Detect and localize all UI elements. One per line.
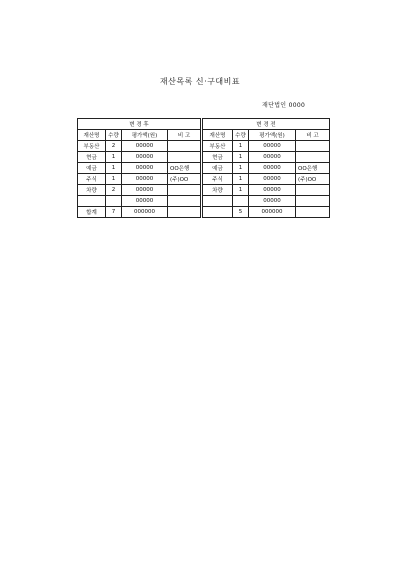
table-cell: 1 [233,163,249,174]
after-column-header-row [78,130,201,141]
table-cell: 부동산 [203,141,233,152]
document-title: 재산목록 신·구대비표 [159,77,241,86]
table-cell [203,207,233,218]
table-cell: 2 [106,141,122,152]
table-cell [296,196,330,207]
table-cell [168,185,201,196]
table-row [78,152,201,163]
table-cell: 5 [233,207,249,218]
table-cell: 00000 [249,174,296,185]
table-cell: 2 [106,185,122,196]
table-cell: 부동산 [78,141,106,152]
table-cell: (주)OO [296,174,330,185]
table-row [78,163,201,174]
table-cell: 예금 [78,163,106,174]
table-cell: 00000 [249,163,296,174]
table-cell [106,196,122,207]
table-row [203,163,330,174]
column-header: 평가액(원) [249,130,296,141]
table-row [78,174,201,185]
table-cell: 합계 [78,207,106,218]
after-heading: 변 경 후 [78,119,201,130]
table-cell: (주)OO [168,174,201,185]
table-cell: 7 [106,207,122,218]
table-cell: 차량 [78,185,106,196]
table-row [78,207,201,218]
table-cell [233,196,249,207]
table-cell: 1 [233,152,249,163]
table-row [78,141,201,152]
table-cell [296,141,330,152]
column-header: 재산명 [78,130,106,141]
table-cell: 000000 [122,207,168,218]
column-header: 평가액(원) [122,130,168,141]
table-cell: OO은행 [296,163,330,174]
column-header: 비 고 [168,130,201,141]
table-row [203,174,330,185]
table-cell: 00000 [122,141,168,152]
before-change-table [202,118,330,218]
table-cell: 1 [106,174,122,185]
table-cell: 예금 [203,163,233,174]
after-heading-row [78,119,201,130]
table-cell: 00000 [249,152,296,163]
table-cell: 00000 [122,163,168,174]
table-cell: 00000 [122,174,168,185]
before-heading: 변 경 전 [203,119,330,130]
table-cell [78,196,106,207]
table-cell: 00000 [249,141,296,152]
table-cell: OO은행 [168,163,201,174]
table-cell [296,185,330,196]
table-cell: 현금 [78,152,106,163]
table-row [203,152,330,163]
before-column-header-row [203,130,330,141]
table-cell: 주식 [203,174,233,185]
table-cell [168,152,201,163]
table-cell: 1 [106,163,122,174]
table-row [203,207,330,218]
table-row [78,196,201,207]
table-row [78,185,201,196]
table-cell: 1 [233,174,249,185]
table-cell: 1 [233,141,249,152]
corporation-name: 재단법인 0000 [262,102,306,109]
table-row [203,185,330,196]
column-header: 비 고 [296,130,330,141]
table-cell [203,196,233,207]
column-header: 수량 [233,130,249,141]
table-cell: 00000 [249,196,296,207]
column-header: 재산명 [203,130,233,141]
table-cell [296,152,330,163]
table-cell [168,207,201,218]
table-row [203,141,330,152]
table-cell: 000000 [249,207,296,218]
table-cell [296,207,330,218]
table-cell [168,196,201,207]
table-cell: 00000 [122,152,168,163]
table-row [203,196,330,207]
table-cell: 주식 [78,174,106,185]
table-cell: 차량 [203,185,233,196]
table-cell: 1 [233,185,249,196]
table-cell [168,141,201,152]
table-cell: 1 [106,152,122,163]
table-cell: 00000 [122,185,168,196]
column-header: 수량 [106,130,122,141]
table-cell: 00000 [122,196,168,207]
before-heading-row [203,119,330,130]
after-change-table [77,118,201,218]
table-cell: 현금 [203,152,233,163]
table-cell: 00000 [249,185,296,196]
